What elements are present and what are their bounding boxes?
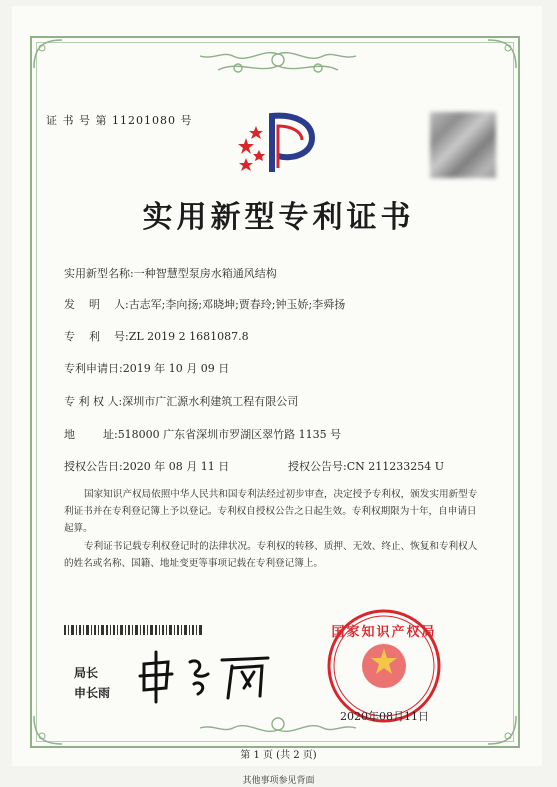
grant-statement: 国家知识产权局依照中华人民共和国专利法经过初步审查，决定授予专利权，颁发实用新型专利证书并在专利登记簿上予以登记。专利权自授权公告之日起生效。专利权期限为十年，自申请日起算。 [64, 489, 478, 534]
top-ornament-icon [178, 46, 378, 86]
patent-office-logo-icon [232, 108, 322, 174]
svg-text:国家知识产权局: 国家知识产权局 [331, 625, 437, 640]
field-grant-number: 授权公告号:CN 211233254 U [288, 460, 445, 473]
corner-ornament-icon [32, 712, 66, 746]
legal-status-statement: 专利证书记载专利权登记时的法律状况。专利权的转移、质押、无效、终止、恢复和专利权人的姓名或名称、国籍、地址变更等事项记载在专利登记簿上。 [64, 541, 478, 569]
field-grant-date: 授权公告日:2020 年 08 月 11 日 [64, 460, 230, 473]
qr-code-image [430, 112, 496, 178]
field-inventors: 发 明 人:古志军;李向扬;邓晓坤;贾春玲;钟玉娇;李舜扬 [64, 298, 346, 311]
official-seal-icon [326, 608, 442, 724]
document-title: 实用新型专利证书 [142, 200, 415, 235]
field-patentee: 专 利 权 人:深圳市广汇源水利建筑工程有限公司 [64, 395, 299, 408]
signer-name: 申长雨 [74, 686, 111, 700]
corner-ornament-icon [32, 38, 66, 72]
back-note: 其他事项参见背面 [242, 776, 315, 786]
corner-ornament-icon [484, 38, 518, 72]
field-address: 地 址:518000 广东省深圳市罗湖区翠竹路 1135 号 [64, 428, 342, 441]
field-patent-number: 专 利 号:ZL 2019 2 1681087.8 [64, 330, 249, 343]
barcode-image [64, 625, 204, 635]
field-application-date: 专利申请日:2019 年 10 月 09 日 [64, 362, 230, 375]
certificate-number: 证 书 号 第 11201080 号 [46, 114, 193, 127]
field-utility-model-name: 实用新型名称:一种智慧型泵房水箱通风结构 [64, 267, 277, 280]
signature-image [138, 648, 278, 704]
corner-ornament-icon [484, 712, 518, 746]
page-number: 第 1 页 (共 2 页) [240, 750, 317, 761]
signer-title: 局长 [74, 666, 99, 680]
seal-date: 2020年08月11日 [340, 710, 429, 723]
